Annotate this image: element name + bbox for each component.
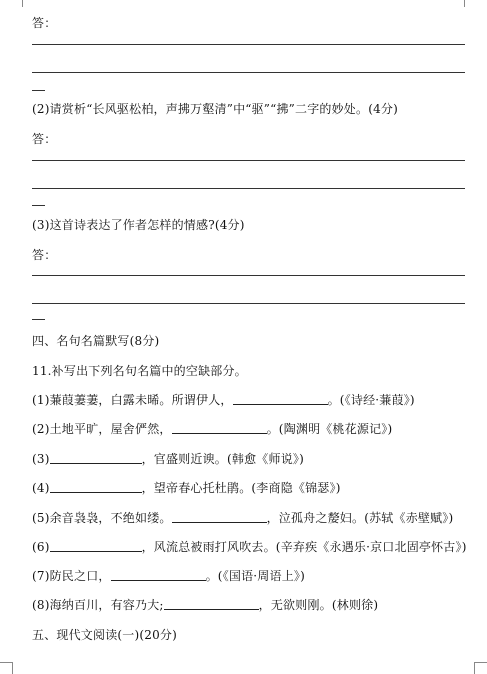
answer-line	[32, 303, 465, 304]
fill-item-3	[32, 452, 304, 466]
answer-label: 答：	[32, 132, 57, 146]
fill-item-5-suffix: ，泣孤舟之嫠妇。(苏轼《赤壁赋》)	[266, 511, 454, 525]
fill-item-6	[32, 540, 467, 554]
fill-blank	[233, 393, 328, 405]
section-5-title: 五、现代文阅读(一)(20分)	[32, 628, 177, 642]
crop-mark-bottom-left	[0, 662, 12, 673]
fill-item-3-prefix: (3)	[32, 452, 50, 466]
fill-item-8	[32, 598, 378, 612]
fill-blank	[172, 422, 267, 434]
crop-mark-top-left	[12, 0, 23, 7]
fill-item-2-prefix: (2)土地平旷，屋舍俨然，	[32, 422, 172, 436]
fill-blank	[50, 452, 142, 464]
answer-line-end	[32, 205, 45, 206]
fill-item-4	[32, 481, 341, 495]
answer-line	[32, 160, 465, 161]
crop-mark-top-right	[464, 0, 475, 7]
answer-line	[32, 275, 465, 276]
fill-item-1-suffix: 。(《诗经·蒹葭》)	[327, 393, 415, 407]
fill-item-4-suffix: ，望帝春心托杜鹃。(李商隐《锦瑟》)	[141, 481, 341, 495]
fill-item-4-prefix: (4)	[32, 481, 50, 495]
fill-item-6-suffix: ，风流总被雨打风吹去。(辛弃疾《永遇乐·京口北固亭怀古》)	[141, 540, 467, 554]
fill-item-5-prefix: (5)余音袅袅，不绝如缕。	[32, 511, 172, 525]
answer-line	[32, 188, 465, 189]
answer-line	[32, 72, 465, 73]
question-2: (2)请赏析“长风驱松柏，声拂万壑清”中“驱”“拂”二字的妙处。(4分)	[32, 102, 399, 116]
fill-item-1	[32, 393, 415, 407]
fill-item-7-suffix: 。(《国语·周语上》)	[205, 569, 305, 583]
fill-blank	[164, 598, 259, 610]
crop-mark-bottom-right	[475, 662, 487, 673]
answer-line	[32, 44, 465, 45]
fill-blank	[172, 511, 267, 523]
fill-blank	[50, 540, 142, 552]
section-4-title: 四、名句名篇默写(8分)	[32, 334, 160, 348]
answer-line-end	[32, 90, 45, 91]
question-3: (3)这首诗表达了作者怎样的情感?(4分)	[32, 218, 245, 232]
answer-line-end	[32, 319, 45, 320]
fill-blank	[50, 481, 142, 493]
fill-item-8-suffix: ，无欲则刚。(林则徐)	[258, 598, 379, 612]
fill-item-7	[32, 569, 305, 583]
crop-mark-bottom-right-vertical	[474, 662, 475, 674]
fill-item-6-prefix: (6)	[32, 540, 50, 554]
fill-item-2-suffix: 。(陶渊明《桃花源记》)	[266, 422, 393, 436]
fill-item-3-suffix: ，官盛则近谀。(韩愈《师说》)	[141, 452, 304, 466]
fill-item-8-prefix: (8)海纳百川，有容乃大;	[32, 598, 164, 612]
crop-mark-bottom-left-vertical	[12, 662, 13, 674]
fill-item-1-prefix: (1)蒹葭萋萋，白露未晞。所谓伊人，	[32, 393, 233, 407]
question-11: 11.补写出下列名句名篇中的空缺部分。	[32, 364, 247, 378]
answer-label: 答：	[32, 16, 57, 30]
fill-item-2	[32, 422, 392, 436]
fill-item-7-prefix: (7)防民之口，	[32, 569, 111, 583]
fill-item-5	[32, 511, 453, 525]
fill-blank	[111, 569, 206, 581]
answer-label: 答：	[32, 248, 57, 262]
